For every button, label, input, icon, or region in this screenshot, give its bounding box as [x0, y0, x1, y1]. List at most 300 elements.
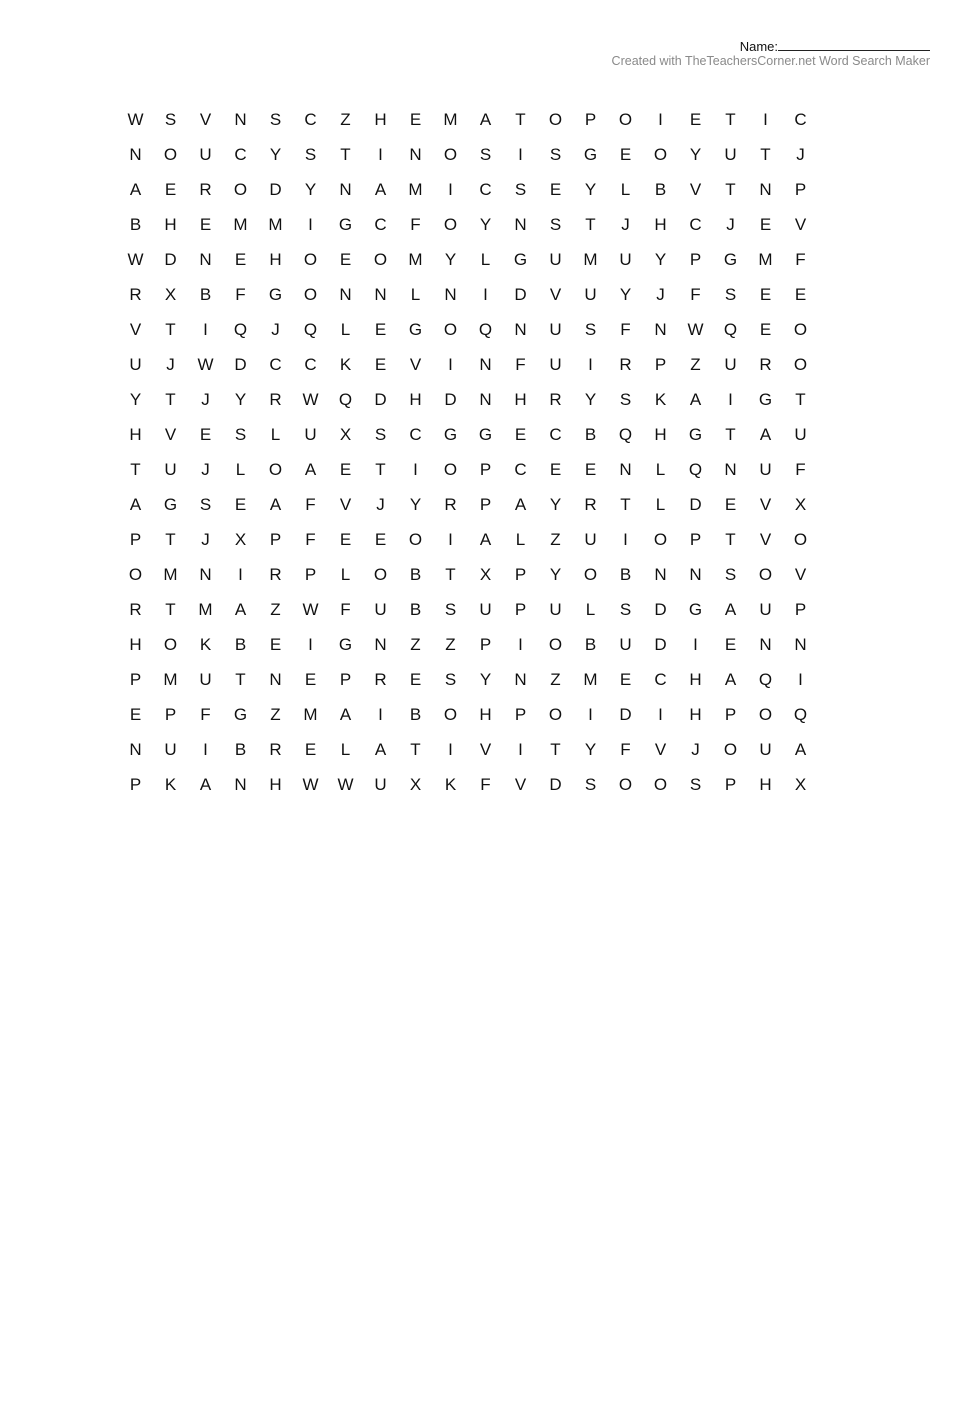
grid-letter: Q	[303, 319, 318, 339]
grid-letter: O	[233, 179, 248, 199]
grid-letter: H	[129, 424, 142, 444]
grid-letter: V	[339, 494, 352, 514]
grid-letter: S	[269, 109, 282, 129]
grid-letter: B	[234, 634, 247, 654]
grid-letter: U	[479, 599, 492, 619]
grid-letter: R	[269, 739, 282, 759]
grid-letter: N	[724, 459, 737, 479]
grid-letter: L	[620, 179, 631, 199]
grid-letter: L	[340, 564, 351, 584]
grid-letter: C	[689, 214, 702, 234]
grid-letter: S	[584, 774, 597, 794]
grid-letter: V	[164, 424, 177, 444]
grid-letter: N	[374, 634, 387, 654]
grid-letter: O	[793, 529, 808, 549]
grid-letter: V	[794, 214, 807, 234]
grid-letter: Y	[689, 144, 702, 164]
grid-letter: W	[302, 774, 319, 794]
grid-letter: K	[339, 354, 352, 374]
grid-letter: O	[408, 529, 423, 549]
grid-letter: S	[619, 389, 632, 409]
grid-letter: G	[268, 284, 283, 304]
grid-letter: A	[514, 494, 527, 514]
grid-letter: O	[793, 354, 808, 374]
grid-letter: N	[339, 179, 352, 199]
grid-letter: R	[269, 389, 282, 409]
grid-letter: V	[479, 739, 492, 759]
grid-letter: Y	[619, 284, 632, 304]
grid-letter: Y	[584, 179, 597, 199]
grid-letter: D	[619, 704, 632, 724]
grid-letter: O	[443, 704, 458, 724]
grid-letter: Y	[584, 389, 597, 409]
grid-letter: S	[304, 144, 317, 164]
grid-letter: O	[758, 564, 773, 584]
grid-letter: T	[165, 389, 176, 409]
grid-letter: I	[378, 144, 383, 164]
grid-letter: N	[339, 284, 352, 304]
grid-letter: Z	[690, 354, 701, 374]
grid-letter: U	[304, 424, 317, 444]
grid-letter: Z	[340, 109, 351, 129]
grid-letter: P	[689, 529, 702, 549]
grid-letter: J	[726, 214, 735, 234]
grid-letter: A	[479, 529, 492, 549]
grid-letter: Z	[270, 599, 281, 619]
grid-letter: S	[444, 669, 457, 689]
grid-letter: M	[163, 564, 178, 584]
grid-letter: H	[479, 704, 492, 724]
grid-letter: E	[724, 634, 737, 654]
grid-letter: E	[269, 634, 282, 654]
grid-letter: W	[302, 599, 319, 619]
grid-letter: E	[339, 459, 352, 479]
grid-letter: T	[165, 529, 176, 549]
grid-letter: A	[199, 774, 212, 794]
grid-letter: E	[164, 179, 177, 199]
grid-letter: E	[234, 249, 247, 269]
grid-letter: R	[619, 354, 632, 374]
grid-letter: V	[794, 564, 807, 584]
grid-letter: I	[763, 109, 768, 129]
grid-letter: U	[759, 739, 772, 759]
grid-letter: H	[689, 669, 702, 689]
grid-letter: E	[689, 109, 702, 129]
grid-letter: I	[518, 144, 523, 164]
grid-letter: X	[479, 564, 492, 584]
grid-letter: D	[374, 389, 387, 409]
grid-letter: L	[585, 599, 596, 619]
grid-letter: Z	[270, 704, 281, 724]
grid-letter: I	[518, 739, 523, 759]
grid-letter: D	[654, 634, 667, 654]
grid-letter: I	[693, 634, 698, 654]
grid-letter: S	[514, 179, 527, 199]
grid-letter: J	[201, 529, 210, 549]
grid-letter: I	[448, 179, 453, 199]
grid-letter: E	[129, 704, 142, 724]
grid-letter: T	[165, 599, 176, 619]
grid-letter: I	[448, 739, 453, 759]
grid-letter: K	[654, 389, 667, 409]
grid-letter: D	[654, 599, 667, 619]
grid-letter: F	[480, 774, 491, 794]
grid-letter: J	[691, 739, 700, 759]
worksheet-header	[612, 38, 930, 69]
grid-letter: P	[724, 704, 737, 724]
grid-letter: E	[234, 494, 247, 514]
grid-letter: U	[199, 669, 212, 689]
grid-letter: L	[410, 284, 421, 304]
grid-letter: S	[549, 144, 562, 164]
grid-letter: L	[655, 459, 666, 479]
grid-letter: T	[725, 529, 736, 549]
grid-letter: E	[199, 214, 212, 234]
grid-letter: I	[588, 354, 593, 374]
grid-letter: A	[234, 599, 247, 619]
grid-letter: G	[688, 424, 703, 444]
grid-letter: B	[409, 599, 422, 619]
grid-letter: Y	[269, 144, 282, 164]
grid-letter: U	[619, 634, 632, 654]
grid-letter: A	[794, 739, 807, 759]
grid-letter: W	[302, 389, 319, 409]
grid-letter: Q	[793, 704, 808, 724]
grid-letter: W	[197, 354, 214, 374]
grid-letter: C	[304, 354, 317, 374]
grid-letter: B	[619, 564, 632, 584]
grid-letter: H	[654, 214, 667, 234]
grid-letter: Y	[304, 179, 317, 199]
grid-letter: Y	[409, 494, 422, 514]
grid-letter: L	[340, 739, 351, 759]
grid-letter: G	[443, 424, 458, 444]
grid-letter: P	[129, 669, 142, 689]
grid-letter: P	[724, 774, 737, 794]
grid-letter: C	[794, 109, 807, 129]
grid-letter: V	[689, 179, 702, 199]
grid-letter: A	[129, 179, 142, 199]
grid-letter: Z	[550, 529, 561, 549]
grid-letter: S	[374, 424, 387, 444]
grid-letter: N	[129, 144, 142, 164]
grid-letter: N	[199, 564, 212, 584]
grid-letter: F	[340, 599, 351, 619]
grid-letter: Z	[550, 669, 561, 689]
grid-letter: F	[305, 494, 316, 514]
grid-letter: E	[409, 669, 422, 689]
grid-letter: P	[514, 704, 527, 724]
grid-letter: W	[127, 249, 144, 269]
grid-letter: U	[549, 249, 562, 269]
grid-letter: U	[374, 774, 387, 794]
grid-letter: J	[201, 389, 210, 409]
grid-letter: F	[690, 284, 701, 304]
grid-letter: S	[584, 319, 597, 339]
grid-letter: J	[201, 459, 210, 479]
grid-letter: E	[619, 144, 632, 164]
grid-letter: A	[374, 739, 387, 759]
grid-letter: R	[129, 599, 142, 619]
grid-letter: D	[444, 389, 457, 409]
grid-letter: N	[514, 214, 527, 234]
grid-letter: P	[269, 529, 282, 549]
name-label: Name:	[739, 39, 778, 54]
grid-letter: A	[374, 179, 387, 199]
grid-letter: F	[410, 214, 421, 234]
grid-letter: N	[689, 564, 702, 584]
grid-letter: V	[654, 739, 667, 759]
grid-letter: E	[549, 459, 562, 479]
grid-letter: F	[620, 319, 631, 339]
grid-letter: B	[584, 424, 597, 444]
grid-letter: P	[689, 249, 702, 269]
grid-letter: B	[409, 704, 422, 724]
grid-letter: H	[164, 214, 177, 234]
grid-letter: X	[409, 774, 422, 794]
grid-letter: Y	[129, 389, 142, 409]
grid-letter: V	[759, 529, 772, 549]
grid-letter: G	[163, 494, 178, 514]
grid-letter: M	[303, 704, 318, 724]
grid-letter: S	[724, 284, 737, 304]
grid-letter: R	[269, 564, 282, 584]
grid-letter: U	[164, 459, 177, 479]
grid-letter: I	[413, 459, 418, 479]
grid-letter: M	[198, 599, 213, 619]
grid-letter: A	[759, 424, 772, 444]
grid-letter: H	[759, 774, 772, 794]
grid-letter: V	[409, 354, 422, 374]
grid-letter: V	[514, 774, 527, 794]
grid-letter: P	[479, 634, 492, 654]
grid-letter: N	[199, 249, 212, 269]
grid-letter: S	[689, 774, 702, 794]
grid-letter: L	[270, 424, 281, 444]
grid-letter: I	[308, 214, 313, 234]
grid-letter: I	[658, 704, 663, 724]
grid-letter: D	[549, 774, 562, 794]
grid-letter: W	[127, 109, 144, 129]
grid-letter: Q	[618, 424, 633, 444]
grid-letter: X	[339, 424, 352, 444]
grid-letter: H	[269, 249, 282, 269]
grid-letter: P	[514, 599, 527, 619]
grid-letter: N	[794, 634, 807, 654]
grid-letter: C	[269, 354, 282, 374]
grid-letter: R	[584, 494, 597, 514]
grid-letter: L	[480, 249, 491, 269]
grid-letter: L	[515, 529, 526, 549]
grid-letter: T	[725, 179, 736, 199]
grid-letter: F	[305, 529, 316, 549]
grid-letter: E	[339, 529, 352, 549]
grid-letter: J	[271, 319, 280, 339]
grid-letter: N	[619, 459, 632, 479]
grid-letter: K	[444, 774, 457, 794]
grid-letter: P	[164, 704, 177, 724]
grid-letter: G	[408, 319, 423, 339]
grid-letter: L	[655, 494, 666, 514]
grid-letter: J	[166, 354, 175, 374]
grid-letter: N	[234, 774, 247, 794]
grid-letter: E	[374, 319, 387, 339]
grid-letter: V	[129, 319, 142, 339]
grid-letter: B	[129, 214, 142, 234]
grid-letter: N	[269, 669, 282, 689]
grid-letter: O	[758, 704, 773, 724]
grid-letter: I	[238, 564, 243, 584]
grid-letter: U	[549, 599, 562, 619]
grid-letter: I	[448, 529, 453, 549]
grid-letter: I	[588, 704, 593, 724]
grid-letter: Y	[479, 214, 492, 234]
grid-letter: N	[129, 739, 142, 759]
grid-letter: I	[448, 354, 453, 374]
grid-letter: U	[584, 284, 597, 304]
grid-letter: H	[374, 109, 387, 129]
grid-letter: E	[584, 459, 597, 479]
grid-letter: F	[235, 284, 246, 304]
grid-letter: R	[199, 179, 212, 199]
grid-letter: P	[479, 459, 492, 479]
grid-letter: M	[408, 249, 423, 269]
grid-letter: E	[549, 179, 562, 199]
grid-letter: Z	[445, 634, 456, 654]
grid-letter: I	[728, 389, 733, 409]
grid-letter: F	[795, 249, 806, 269]
grid-letter: J	[796, 144, 805, 164]
grid-letter: R	[129, 284, 142, 304]
grid-letter: N	[759, 634, 772, 654]
grid-letter: U	[794, 424, 807, 444]
grid-letter: N	[234, 109, 247, 129]
grid-letter: S	[444, 599, 457, 619]
grid-letter: A	[479, 109, 492, 129]
grid-letter: N	[479, 389, 492, 409]
grid-letter: E	[409, 109, 422, 129]
grid-letter: S	[549, 214, 562, 234]
grid-letter: P	[794, 179, 807, 199]
grid-letter: A	[269, 494, 282, 514]
grid-letter: C	[234, 144, 247, 164]
grid-letter: T	[585, 214, 596, 234]
grid-letter: T	[130, 459, 141, 479]
grid-letter: F	[620, 739, 631, 759]
grid-letter: M	[443, 109, 458, 129]
grid-letter: T	[445, 564, 456, 584]
grid-letter: U	[164, 739, 177, 759]
grid-letter: C	[514, 459, 527, 479]
grid-letter: H	[129, 634, 142, 654]
grid-letter: X	[164, 284, 177, 304]
grid-letter: Z	[410, 634, 421, 654]
grid-letter: D	[234, 354, 247, 374]
grid-letter: I	[308, 634, 313, 654]
grid-letter: Q	[723, 319, 738, 339]
grid-letter: I	[203, 319, 208, 339]
grid-letter: H	[514, 389, 527, 409]
grid-letter: U	[199, 144, 212, 164]
grid-letter: G	[233, 704, 248, 724]
grid-letter: I	[378, 704, 383, 724]
grid-letter: F	[795, 459, 806, 479]
grid-letter: P	[794, 599, 807, 619]
grid-letter: Q	[233, 319, 248, 339]
grid-letter: N	[654, 564, 667, 584]
grid-letter: E	[304, 739, 317, 759]
grid-letter: Q	[478, 319, 493, 339]
grid-letter: I	[798, 669, 803, 689]
grid-letter: V	[199, 109, 212, 129]
grid-letter: D	[164, 249, 177, 269]
grid-letter: H	[409, 389, 422, 409]
grid-letter: O	[653, 144, 668, 164]
grid-letter: O	[373, 249, 388, 269]
grid-letter: A	[689, 389, 702, 409]
grid-letter: U	[584, 529, 597, 549]
grid-letter: P	[514, 564, 527, 584]
grid-letter: W	[337, 774, 354, 794]
grid-letter: O	[268, 459, 283, 479]
grid-letter: E	[794, 284, 807, 304]
grid-letter: T	[550, 739, 561, 759]
grid-letter: P	[304, 564, 317, 584]
grid-letter: G	[583, 144, 598, 164]
grid-letter: O	[443, 319, 458, 339]
grid-letter: A	[339, 704, 352, 724]
grid-letter: N	[409, 144, 422, 164]
grid-letter: E	[759, 319, 772, 339]
grid-letter: S	[164, 109, 177, 129]
grid-letter: Q	[338, 389, 353, 409]
grid-letter: O	[618, 109, 633, 129]
grid-letter: G	[513, 249, 528, 269]
word-search-grid	[118, 102, 818, 802]
grid-letter: U	[549, 354, 562, 374]
grid-letter: G	[688, 599, 703, 619]
grid-letter: N	[759, 179, 772, 199]
grid-letter: O	[128, 564, 143, 584]
grid-letter: J	[621, 214, 630, 234]
grid-letter: R	[549, 389, 562, 409]
grid-letter: N	[514, 669, 527, 689]
grid-letter: M	[408, 179, 423, 199]
grid-letter: C	[549, 424, 562, 444]
grid-letter: O	[653, 774, 668, 794]
grid-letter: L	[235, 459, 246, 479]
grid-letter: P	[654, 354, 667, 374]
grid-letter: D	[514, 284, 527, 304]
grid-letter: I	[483, 284, 488, 304]
grid-letter: O	[163, 144, 178, 164]
grid-letter: O	[653, 529, 668, 549]
grid-letter: T	[760, 144, 771, 164]
grid-letter: N	[479, 354, 492, 374]
grid-letter: M	[583, 249, 598, 269]
grid-letter: I	[518, 634, 523, 654]
grid-letter: A	[129, 494, 142, 514]
grid-letter: G	[723, 249, 738, 269]
grid-letter: T	[410, 739, 421, 759]
grid-letter: B	[584, 634, 597, 654]
grid-letter: O	[443, 144, 458, 164]
grid-letter: O	[548, 109, 563, 129]
grid-letter: K	[164, 774, 177, 794]
grid-letter: T	[515, 109, 526, 129]
grid-letter: Q	[688, 459, 703, 479]
grid-letter: T	[620, 494, 631, 514]
